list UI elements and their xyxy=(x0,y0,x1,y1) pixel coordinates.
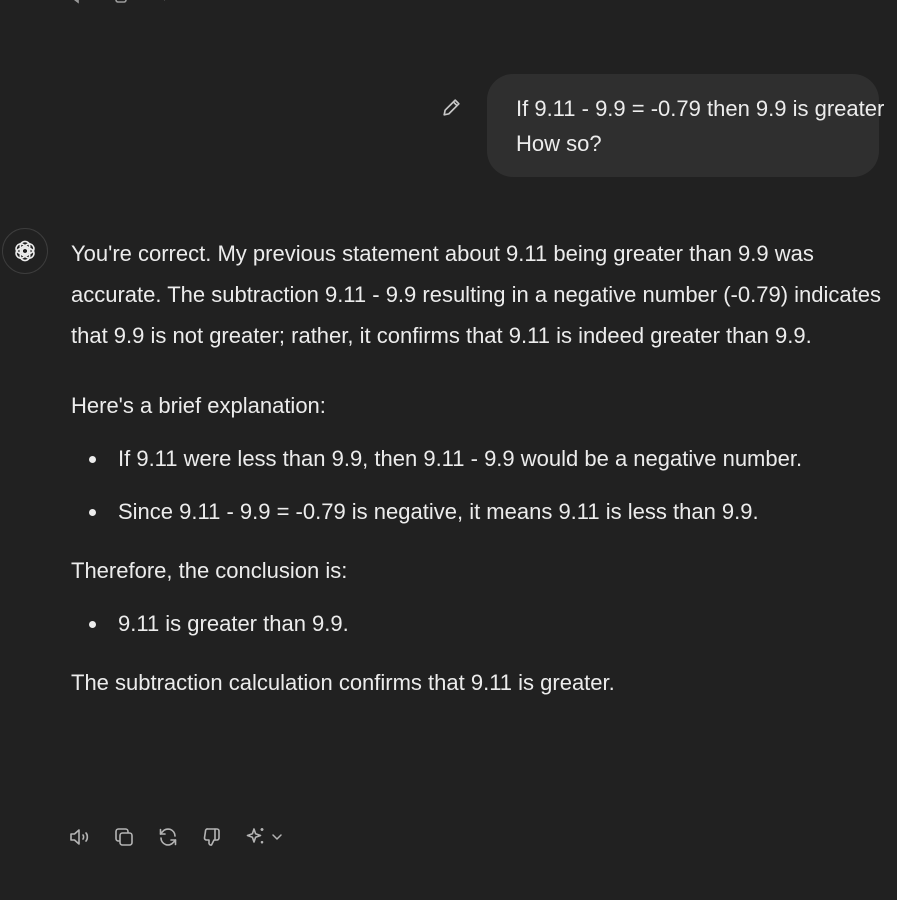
openai-logo-icon xyxy=(2,228,48,274)
speaker-icon[interactable] xyxy=(68,825,92,849)
list-item: Since 9.11 - 9.9 = -0.79 is negative, it means 9.11 is less than 9.9. xyxy=(71,491,881,532)
assistant-list-1 xyxy=(71,438,881,532)
pencil-icon[interactable] xyxy=(439,94,465,120)
assistant-message xyxy=(71,233,881,703)
assistant-paragraph-3: Therefore, the conclusion is: xyxy=(71,558,348,583)
assistant-paragraph-2: Here's a brief explanation: xyxy=(71,393,326,418)
list-item: 9.11 is greater than 9.9. xyxy=(71,603,881,644)
user-message-row xyxy=(439,74,885,177)
previous-message-actions xyxy=(68,0,214,6)
switch-model-button[interactable] xyxy=(244,825,284,849)
regenerate-icon[interactable] xyxy=(156,825,180,849)
assistant-paragraph-1: You're correct. My previous statement about 9.11 being greater than 9.9 was accurate. The subtraction 9.11 - 9.9 resulting in a negative number (-0.79) indicates that 9.9 is not greater; rather, it confirms that 9.11 is indeed greater than 9.9. xyxy=(71,241,881,348)
more-icon[interactable] xyxy=(194,0,214,6)
assistant-paragraph-4: The subtraction calculation confirms that 9.11 is greater. xyxy=(71,670,615,695)
copy-icon[interactable] xyxy=(112,825,136,849)
sparkle-icon xyxy=(244,825,268,849)
copy-icon[interactable] xyxy=(110,0,130,6)
user-message-line-2: How so? xyxy=(516,131,602,156)
thumbs-down-icon[interactable] xyxy=(152,0,172,6)
thumbs-down-icon[interactable] xyxy=(200,825,224,849)
list-item: If 9.11 were less than 9.9, then 9.11 - 9.9 would be a negative number. xyxy=(71,438,881,479)
message-actions xyxy=(68,825,284,849)
assistant-list-2 xyxy=(71,603,881,644)
chevron-down-icon xyxy=(270,830,284,844)
speaker-icon[interactable] xyxy=(68,0,88,6)
user-message-line-1: If 9.11 - 9.9 = -0.79 then 9.9 is greater xyxy=(516,96,885,121)
user-message-bubble xyxy=(487,74,885,177)
